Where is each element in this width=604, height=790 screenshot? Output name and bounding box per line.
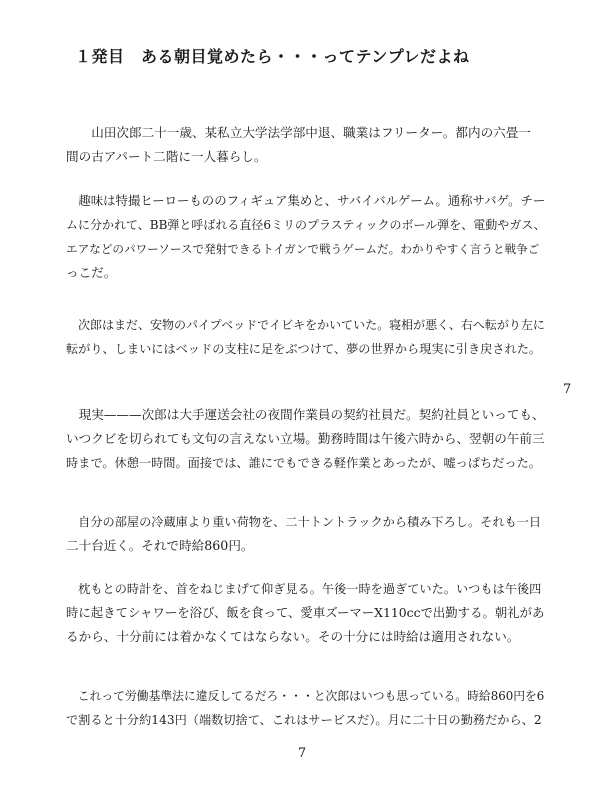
text-line: 次郎はまだ、安物のパイプベッドでイビキをかいていた。寝相が悪く、右へ転がり左に [66, 318, 545, 332]
text-line: 現実———次郎は大手運送会社の夜間作業員の契約社員だ。契約社員といっても、 [66, 407, 545, 422]
text-line: これって労働基準法に違反してるだろ・・・と次郎はいつも思っている。時給860円を6 [66, 689, 545, 703]
paragraph-5 [66, 510, 546, 558]
text-line: いつクビを切られても文句の言えない立場。勤務時間は午後六時から、翌朝の午前三 [66, 431, 545, 446]
text-line: 二十台近く。それで時給860円。 [66, 538, 254, 553]
text-line: 間の古アパート二階に一人暮らし。 [66, 149, 267, 164]
text-line: っこだ。 [66, 265, 117, 280]
text-line: ムに分かれて、BB弾と呼ばれる直径6ミリのプラスティックのボール弾を、電動やガス、 [66, 218, 546, 232]
side-page-number: 7 [563, 382, 572, 397]
paragraph-6 [66, 577, 546, 649]
text-line: 枕もとの時計を、首をねじまげて仰ぎ見る。午後一時を過ぎていた。いつもは午後四 [66, 582, 542, 596]
paragraph-2 [66, 189, 546, 285]
text-line: 趣味は特撮ヒーローもののフィギュア集めと、サバイバルゲーム。通称サバゲ。チー [66, 193, 546, 208]
paragraph-1 [66, 121, 546, 169]
paragraph-3 [66, 313, 546, 361]
paragraph-4 [66, 403, 546, 475]
text-line: るから、十分前には着かなくてはならない。その十分には時給は適用されない。 [66, 629, 520, 644]
text-line: エアなどのパワーソースで発射できるトイガンで戦うゲームだ。わかりやすく言うと戦争ご [66, 242, 540, 256]
paragraph-7 [66, 684, 546, 732]
text-line: で割ると十分約143円（端数切捨て、これはサービスだ）。月に二十日の勤務だから、2 [66, 713, 542, 727]
text-line: 山田次郎二十一歳、某私立大学法学部中退、職業はフリーター。都内の六畳一 [66, 125, 531, 140]
text-line: 時に起きてシャワーを浴び、飯を食って、愛車ズーマーX110ccで出勤する。朝礼があ [66, 605, 545, 620]
text-line: 転がり、しまいにはベッドの支柱に足をぶつけて、夢の世界から現実に引き戻された。 [66, 342, 542, 356]
text-line: 時まで。休憩一時間。面接では、誰にでもできる軽作業とあったが、嘘っぱちだった。 [66, 456, 541, 470]
text-line: 自分の部屋の冷蔵庫より重い荷物を、二十トントラックから積み下ろし。それも一日 [66, 515, 542, 529]
chapter-title: １発目 ある朝目覚めたら・・・ってテンプレだよね [75, 47, 470, 66]
page-number: 7 [297, 746, 307, 761]
